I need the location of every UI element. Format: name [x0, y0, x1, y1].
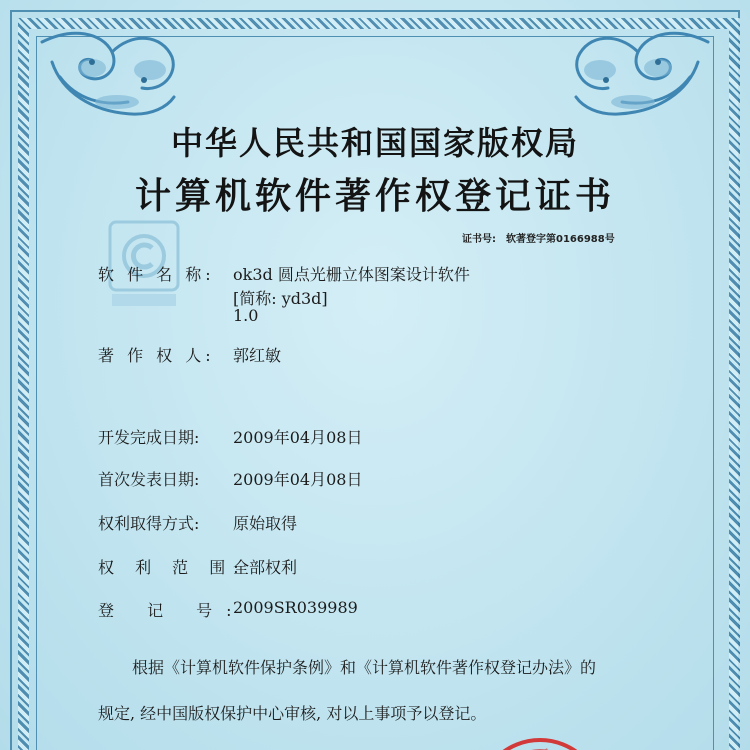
acquire-method-value: 原始取得: [233, 514, 298, 533]
scroll-ornament-icon: [568, 22, 718, 132]
body-paragraph-line-2: 规定, 经中国版权保护中心审核, 对以上事项予以登记。: [98, 704, 487, 723]
certificate-number: [462, 230, 615, 245]
dev-date-value: 2009年04月08日: [233, 428, 363, 447]
pub-date-value: 2009年04月08日: [233, 470, 363, 489]
certificate-title: 计算机软件著作权登记证书: [134, 176, 615, 217]
acquire-method-label: 权利取得方式:: [98, 514, 200, 533]
software-abbr-value: [简称: yd3d]: [233, 289, 328, 308]
software-version-value: 1.0: [233, 306, 259, 325]
scroll-ornament-icon: [32, 22, 182, 132]
rights-scope-label: 权 利 范 围:: [98, 558, 247, 577]
certificate-number-label: 证书号:: [462, 234, 496, 245]
software-name-label: 软 件 名 称:: [98, 265, 215, 284]
body-paragraph-line-1: 根据《计算机软件保护条例》和《计算机软件著作权登记办法》的: [132, 658, 597, 677]
certificate-number-value: 软著登字第0166988号: [506, 234, 615, 245]
rights-scope-value: 全部权利: [233, 558, 298, 577]
dev-date-label: 开发完成日期:: [98, 428, 200, 447]
registration-number-label: 登 记 号:: [98, 601, 246, 620]
issuer-title: 中华人民共和国国家版权局: [170, 124, 579, 162]
pub-date-label: 首次发表日期:: [98, 470, 200, 489]
registration-number-value: 2009SR039989: [233, 598, 358, 617]
software-name-value: ok3d 圆点光栅立体图案设计软件: [233, 265, 470, 284]
official-seal-icon: [470, 722, 610, 750]
owner-value: 郭红敏: [233, 346, 282, 365]
owner-label: 著 作 权 人:: [98, 346, 215, 365]
